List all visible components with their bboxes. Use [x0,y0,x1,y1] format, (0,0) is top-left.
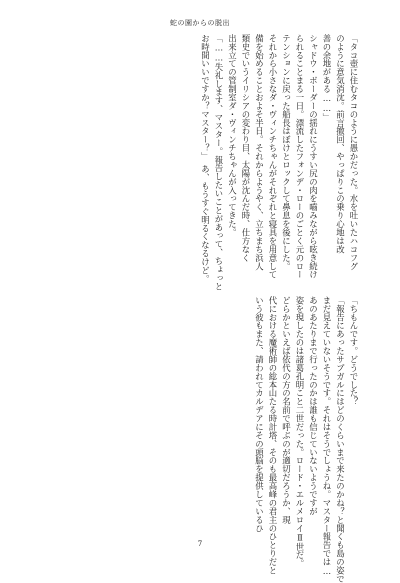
text-line: 姿を現したのは諸葛孔明こと二世だった。ロード・エルメロイⅡ世だ。 [295,296,305,568]
lower-text-block [252,296,360,583]
text-line: いう彼もまた、請われてカルデアにその頭脳を提供しているひ [254,296,265,533]
text-line: それから小さなダ・ヴィンチちゃんがそれぞれと寝具を用意して [268,34,278,279]
text-line: られることまる一日。漂流したフォンデ・ローのごとく元のロー [295,34,305,279]
text-line: のように意気消沈。前言撤回、やっぱりこの乗り心地は改 [335,34,346,254]
text-line: 「ちもんです。どうでした？ [349,296,359,406]
text-line: 「報告にあったサブガルにはどのくらいまで来たのかね？と聞くも島の姿で [335,296,346,583]
text-line: まだ見えていないそうです。それはそうでしょうね。マスター報告では… [322,296,332,577]
page-number: 7 [197,540,203,548]
text-line: テンションに戻った船長はぼけとロックして鼻息を後にした。 [281,34,292,271]
text-line: 「……失礼します、マスター。報告したいことがあって、ちょっと [214,34,224,291]
text-line: どらかといえば依代の方の名前で呼ぶのが適切だろうか、現 [281,296,292,524]
upper-text-block [198,34,360,291]
text-line: 類史でいうイリシアの変わり目、太陽が沈んだ時、仕方なく [241,34,251,262]
text-line: シャドウ・ボーダーの揺れにうすい尻の肉を嚙みながら呟き続け [308,34,319,279]
text-line: 代における魔術師の総本山たる時計塔、そのも最高峰の君主のひとりだと [268,296,278,575]
running-header: 蛇の園からの脱出 [170,19,230,27]
text-line: 「タコ壺に住むタコのように愚かだった。水を吐いたハコフグ [349,34,359,271]
text-line: お時間いいですか？マスター？」 あ、もうすぐ明るくなるけど。 [200,34,211,284]
text-line: あのあたりまで行ったのかは誰も信じていないようですが [308,296,319,516]
text-line: 備を始めることおよそ半日。それからようやく、立ちまち浜人 [254,34,265,271]
text-line: 出来立ての管制室ダ・ヴィンチちゃんが入ってきた。 [227,34,238,237]
text-line: 善の余地がある……」 [322,34,332,122]
